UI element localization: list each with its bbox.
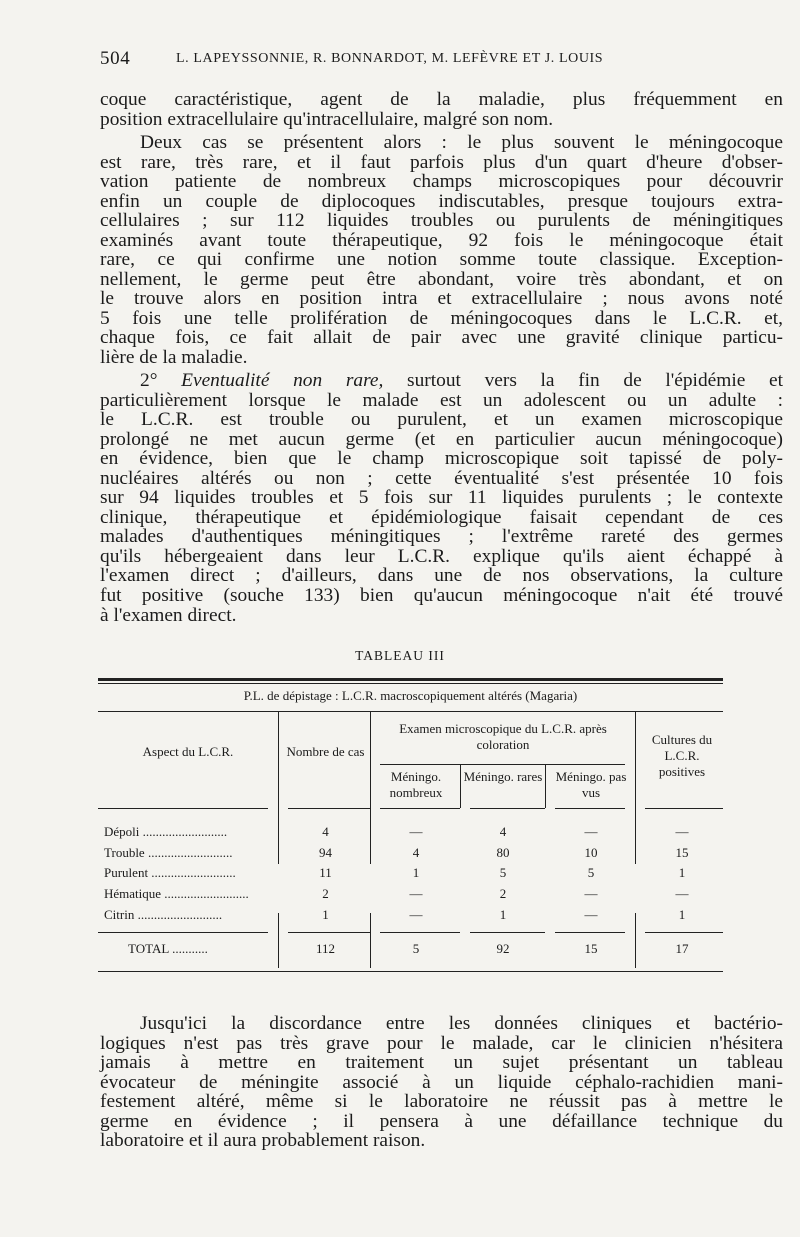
table-cell: 1 xyxy=(678,906,686,922)
column-divider xyxy=(278,913,279,968)
table-cell: 5 xyxy=(499,865,507,881)
text-line: germe en évidence ; il pensera à une défaillance technique du xyxy=(100,1110,783,1132)
text-line: cellulaires ; sur 112 liquides troubles ou purulents de méningitiques xyxy=(100,210,783,232)
table-cell: 2 xyxy=(322,886,329,902)
text-line: coque caractéristique, agent de la maladie, plus fréquemment en xyxy=(100,89,783,110)
text-line: enfin un couple de diplocoques indiscutables, presque toujours extra- xyxy=(100,190,783,212)
text-line: l'examen direct ; d'ailleurs, dans une de nos observations, la culture xyxy=(100,565,783,587)
header-nombre: Nombre de cas xyxy=(286,744,365,759)
header-aspect: Aspect du L.C.R. xyxy=(142,744,234,759)
column-rule xyxy=(645,808,723,809)
table-cell: — xyxy=(584,824,598,839)
text-line xyxy=(100,371,783,391)
subheader-rule xyxy=(380,764,625,765)
table-cell: 4 xyxy=(322,824,329,839)
table-cell: 1 xyxy=(322,906,329,922)
text-line: prolongé ne met aucun germe (et en particulier aucun méningocoque) xyxy=(100,428,783,450)
row-label: TOTAL ........... xyxy=(128,941,208,956)
text-line: en évidence, bien que le champ microscopique soit tapissé de poly- xyxy=(100,448,783,470)
table-cell: — xyxy=(675,824,689,839)
table-cell: — xyxy=(584,886,598,902)
header-nombreux: Méningo. nombreux xyxy=(389,769,443,800)
header-rares: Méningo. rares xyxy=(463,769,543,784)
column-rule xyxy=(470,808,545,809)
text-line: clinique, thérapeutique et épidémiologique faisait cependant de ces xyxy=(100,506,783,528)
text-line: logiques n'est pas très grave pour le malade, car le clinicien n'hésitera xyxy=(100,1032,783,1054)
table-caption-rule xyxy=(98,711,723,712)
table-cell: — xyxy=(675,886,689,902)
column-divider xyxy=(635,913,636,968)
text-line: rare, ce qui confirme une notion somme toute classique. Exception- xyxy=(100,249,783,271)
table-cell: 5 xyxy=(412,941,420,956)
table-cell: 15 xyxy=(584,941,598,956)
column-rule xyxy=(555,932,625,933)
text-line: jamais à mettre en traitement un sujet présentant un tableau xyxy=(100,1052,783,1074)
paragraph-1 xyxy=(100,90,783,129)
text-line: festement altéré, même si le laboratoire ne réussit pas à mettre le xyxy=(100,1091,783,1113)
column-rule xyxy=(98,932,268,933)
table-cell: — xyxy=(409,886,423,902)
text-line: vation patiente de nombreux champs microscopiques pour découvrir xyxy=(100,171,783,193)
table-cell: 2 xyxy=(499,886,507,902)
text-line: position extracellulaire qu'intracellulaire, malgré son nom. xyxy=(100,108,554,130)
column-rule xyxy=(645,932,723,933)
column-rule xyxy=(380,932,460,933)
table-caption: P.L. de dépistage : L.C.R. macroscopiquement altérés (Magaria) xyxy=(243,688,578,703)
paragraph-2 xyxy=(100,133,783,368)
row-label: Citrin .......................... xyxy=(104,906,223,922)
table-top-rule-thin xyxy=(98,683,723,684)
column-divider xyxy=(460,764,461,808)
column-divider xyxy=(370,712,371,864)
text-line: chaque fois, ce fait allait de pair avec une gravité clinique particu- xyxy=(100,327,783,349)
table-cell: 10 xyxy=(584,844,598,860)
column-rule xyxy=(555,808,625,809)
row-label: Hématique .......................... xyxy=(104,886,249,902)
header-pas-vus: Méningo. pas vus xyxy=(555,769,627,800)
table-bottom-rule xyxy=(98,971,723,972)
page-number: 504 xyxy=(100,48,131,69)
text-line: évocateur de méningite associé à un liquide céphalo-rachidien mani- xyxy=(100,1071,783,1093)
table-cell: 112 xyxy=(315,941,336,956)
table-cell: 1 xyxy=(678,865,686,881)
row-label: Dépoli .......................... xyxy=(104,824,228,839)
column-rule xyxy=(288,932,370,933)
text-line: 5 fois une telle prolifération de méningocoques dans le L.C.R. et, xyxy=(100,307,783,329)
column-rule xyxy=(98,808,268,809)
text-line: est rare, très rare, et il faut parfois plus d'un quart d'heure d'obser- xyxy=(100,151,783,173)
paragraph-4 xyxy=(100,1014,783,1151)
text-line: fut positive (souche 133) bien qu'aucun méningocoque n'ait été trouvé xyxy=(100,585,783,607)
italic-lead: Eventualité non rare, xyxy=(181,370,384,391)
text-line: nellement, le germe peut être abondant, voire très abondant, et on xyxy=(100,268,783,290)
text-line: particulièrement lorsque le malade est un adolescent ou un adulte : xyxy=(100,389,783,411)
row-label: Trouble .......................... xyxy=(104,844,233,860)
table-cell: 80 xyxy=(496,844,510,860)
table-cell: 4 xyxy=(412,844,420,860)
header-cultures: Cultures du L.C.R. positives xyxy=(651,732,713,779)
table-top-rule xyxy=(98,678,723,681)
enumeration: 2° xyxy=(140,370,158,391)
table-cell: 4 xyxy=(499,824,507,839)
text-line: nucléaires altérés ou non ; cette éventualité s'est présentée 10 fois xyxy=(100,467,783,489)
column-divider xyxy=(370,913,371,968)
running-header-authors: L. LAPEYSSONNIE, R. BONNARDOT, M. LEFÈVRE ET J. LOUIS xyxy=(176,51,604,66)
text-line: lière de la maladie. xyxy=(100,347,248,369)
table-cell: 92 xyxy=(496,941,510,956)
text-line: sur 94 liquides troubles et 5 fois sur 11 liquides purulents ; le contexte xyxy=(100,487,783,509)
table-cell: — xyxy=(409,906,423,922)
text-line: le trouve alors en position intra et extracellulaire ; nous avons noté xyxy=(100,288,783,310)
text-line: le L.C.R. est trouble ou purulent, et un examen microscopique xyxy=(100,409,783,431)
column-rule xyxy=(380,808,460,809)
text-line: examinés avant toute thérapeutique, 92 fois le méningocoque était xyxy=(100,229,783,251)
column-divider xyxy=(635,712,636,864)
column-divider xyxy=(545,764,546,808)
table-title: TABLEAU III xyxy=(355,648,445,663)
row-label: Purulent .......................... xyxy=(104,865,236,881)
table-cell: 5 xyxy=(587,865,595,881)
column-rule xyxy=(288,808,370,809)
table-cell: — xyxy=(584,906,598,922)
text-line: Jusqu'ici la discordance entre les données cliniques et bactério- xyxy=(140,1013,783,1034)
text-line: malades d'authentiques méningitiques ; l'extrême rareté des germes xyxy=(100,526,783,548)
table-cell: 15 xyxy=(675,844,689,860)
table-cell: 17 xyxy=(675,941,689,956)
paragraph-3 xyxy=(100,371,783,625)
table-3 xyxy=(98,678,723,974)
column-rule xyxy=(470,932,545,933)
table-cell: 1 xyxy=(412,865,420,881)
text-line: Deux cas se présentent alors : le plus souvent le méningocoque xyxy=(140,132,783,153)
table-cell: 11 xyxy=(319,865,332,881)
header-examen: Examen microscopique du L.C.R. après coloration xyxy=(399,721,607,752)
table-cell: — xyxy=(409,824,423,839)
text-line: qu'ils hébergeaient dans leur L.C.R. explique qu'ils aient échappé à xyxy=(100,545,783,567)
table-cell: 1 xyxy=(499,906,507,922)
text-line-rest: surtout vers la fin de l'épidémie et xyxy=(407,370,783,391)
text-line: à l'examen direct. xyxy=(100,604,237,626)
table-cell: 94 xyxy=(319,844,332,860)
column-divider xyxy=(278,712,279,864)
text-line: laboratoire et il aura probablement raison. xyxy=(100,1130,426,1152)
